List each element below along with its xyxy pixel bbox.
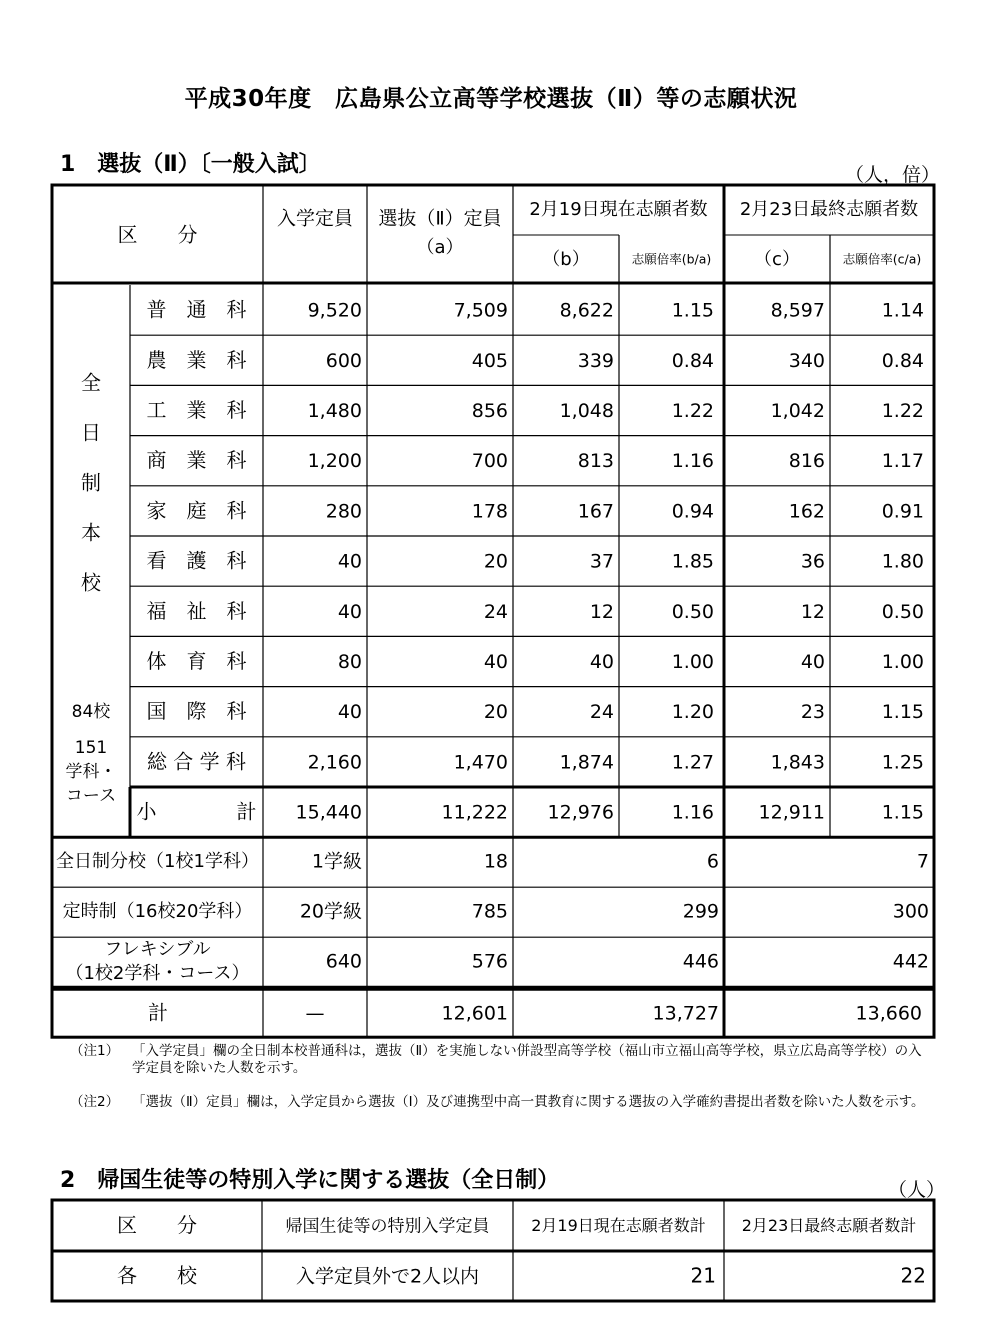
other-name: フレキシブル xyxy=(104,939,211,961)
s2-row-feb19: 21 xyxy=(690,1263,716,1288)
s2-header-cell: 2月19日現在志願者数計 xyxy=(531,1216,706,1235)
row-quota: 11,222 xyxy=(441,801,508,824)
row-feb19: 12 xyxy=(589,600,614,623)
row-quota: 7,509 xyxy=(453,299,508,322)
group-courses-line: 151 xyxy=(74,738,108,758)
row-feb23: 36 xyxy=(800,550,825,573)
group-label-char: 校 xyxy=(81,570,101,595)
row-feb23: 162 xyxy=(788,500,825,523)
section1-heading: 1 選抜（Ⅱ）〔一般入試〕 xyxy=(60,152,321,177)
other-quota: 18 xyxy=(483,850,508,873)
row-capacity: 15,440 xyxy=(295,801,362,824)
row-quota: 20 xyxy=(483,701,508,724)
row-name: 家 庭 科 xyxy=(146,498,247,523)
row-feb19: 339 xyxy=(577,349,614,372)
section2-unit: （人） xyxy=(888,1179,946,1201)
other-feb19: 446 xyxy=(682,950,719,973)
other-feb19: 299 xyxy=(682,900,719,923)
header-feb23: 2月23日最終志願者数 xyxy=(739,199,919,220)
row-feb19-ratio: 1.27 xyxy=(671,751,714,774)
row-feb23-ratio: 1.15 xyxy=(881,701,924,724)
row-quota: 856 xyxy=(471,400,508,422)
total-feb19: 13,727 xyxy=(652,1002,719,1025)
row-capacity: 40 xyxy=(337,600,362,623)
row-quota: 1,470 xyxy=(453,751,508,774)
row-capacity: 1,480 xyxy=(307,400,362,422)
row-name: 国 際 科 xyxy=(146,699,247,724)
other-name: 全日制分校（1校1学科） xyxy=(56,851,259,873)
row-quota: 178 xyxy=(471,500,508,523)
other-name-2: （1校2学科・コース） xyxy=(65,963,250,985)
row-name: 農 業 科 xyxy=(146,347,247,372)
total-quota: 12,601 xyxy=(441,1002,508,1025)
row-feb19-ratio: 1.22 xyxy=(671,400,714,422)
row-quota: 700 xyxy=(471,450,508,473)
row-name: 工 業 科 xyxy=(146,398,247,422)
row-feb23-ratio: 1.14 xyxy=(881,299,924,322)
row-feb19: 1,874 xyxy=(559,751,614,774)
row-feb23: 1,042 xyxy=(770,400,825,422)
group-label-char: 全 xyxy=(81,370,101,395)
row-feb19-ratio: 0.94 xyxy=(671,500,714,523)
row-feb23-ratio: 1.22 xyxy=(881,400,924,422)
group-courses-line: コース xyxy=(65,786,117,806)
row-feb23-ratio: 0.84 xyxy=(881,349,924,372)
s2-row-category: 各 校 xyxy=(117,1263,197,1288)
row-feb19: 40 xyxy=(589,651,614,673)
row-feb19: 24 xyxy=(589,701,614,724)
s2-row-quota: 入学定員外で2人以内 xyxy=(295,1265,480,1288)
row-feb19: 37 xyxy=(589,550,614,573)
row-feb23: 340 xyxy=(788,349,825,372)
row-feb23-ratio: 0.91 xyxy=(881,500,924,523)
header-capacity: 入学定員 xyxy=(276,207,354,230)
total-capacity: — xyxy=(305,1002,325,1025)
section1-unit: （人，倍） xyxy=(845,164,941,186)
header-quota: 選抜（Ⅱ）定員 xyxy=(378,207,502,230)
row-feb23-ratio: 1.15 xyxy=(881,801,924,824)
row-feb23-ratio: 1.25 xyxy=(881,751,924,774)
total-feb23: 13,660 xyxy=(855,1002,922,1025)
row-name: 総 合 学 科 xyxy=(146,749,247,774)
row-name: 商 業 科 xyxy=(146,448,247,473)
row-feb23: 23 xyxy=(800,701,825,724)
note-2-label: （注2） xyxy=(70,1094,120,1110)
s2-row-feb23: 22 xyxy=(900,1263,926,1288)
row-feb23-ratio: 1.00 xyxy=(881,651,924,673)
row-feb19: 8,622 xyxy=(559,299,614,322)
row-feb19-ratio: 1.00 xyxy=(671,651,714,673)
row-feb23-ratio: 1.80 xyxy=(881,550,924,573)
row-feb19-ratio: 0.84 xyxy=(671,349,714,372)
s2-header-cell: 帰国生徒等の特別入学定員 xyxy=(285,1216,490,1237)
s2-header-cell: 区 分 xyxy=(117,1213,197,1237)
total-name: 計 xyxy=(148,1000,168,1025)
other-capacity: 640 xyxy=(325,950,362,973)
row-capacity: 280 xyxy=(325,500,362,523)
row-feb23: 816 xyxy=(788,450,825,473)
group-label-char: 制 xyxy=(81,470,101,495)
other-feb23: 300 xyxy=(892,900,929,923)
row-feb23: 1,843 xyxy=(770,751,825,774)
row-name: 看 護 科 xyxy=(146,548,247,573)
row-feb23: 12 xyxy=(800,600,825,623)
row-feb19-ratio: 0.50 xyxy=(671,600,714,623)
row-feb19-ratio: 1.16 xyxy=(671,450,714,473)
row-quota: 24 xyxy=(483,600,508,623)
row-capacity: 80 xyxy=(337,651,362,673)
header-feb23-count: （c） xyxy=(754,249,800,270)
row-feb23-ratio: 0.50 xyxy=(881,600,924,623)
row-feb19: 167 xyxy=(577,500,614,523)
other-feb23: 442 xyxy=(892,950,929,973)
other-feb23: 7 xyxy=(916,850,929,873)
other-capacity: 20学級 xyxy=(299,900,362,923)
header-category: 区 分 xyxy=(117,222,198,247)
row-name: 普 通 科 xyxy=(146,297,247,322)
note-1 xyxy=(70,1043,940,1079)
row-capacity: 9,520 xyxy=(307,299,362,322)
row-quota: 405 xyxy=(471,349,508,372)
row-feb23: 8,597 xyxy=(770,299,825,322)
header-quota-sub: （a） xyxy=(416,237,464,258)
note-1-text: 「入学定員」欄の全日制本校普通科は，選抜（Ⅱ）を実施しない併設型高等学校（福山市立福山高等学校，県立広島高等学校）の入学定員を除いた人数を示す。 xyxy=(132,1043,922,1076)
header-feb19-count: （b） xyxy=(542,249,590,270)
row-feb19-ratio: 1.15 xyxy=(671,299,714,322)
row-feb23: 12,911 xyxy=(758,801,825,824)
group-label-char: 日 xyxy=(81,420,101,445)
other-quota: 785 xyxy=(471,900,508,923)
row-feb19: 12,976 xyxy=(547,801,614,824)
section2-heading: 2 帰国生徒等の特別入学に関する選抜（全日制） xyxy=(60,1168,560,1193)
other-feb19: 6 xyxy=(706,850,719,873)
row-name: 福 祉 科 xyxy=(146,598,247,623)
row-quota: 40 xyxy=(483,651,508,673)
row-name: 小 計 xyxy=(136,799,257,824)
row-capacity: 40 xyxy=(337,550,362,573)
row-quota: 20 xyxy=(483,550,508,573)
row-name: 体 育 科 xyxy=(146,649,247,673)
row-feb19: 813 xyxy=(577,450,614,473)
row-capacity: 600 xyxy=(325,349,362,372)
header-feb23-ratio: 志願倍率(c/a) xyxy=(842,251,922,267)
row-feb19: 1,048 xyxy=(559,400,614,422)
other-capacity: 1学級 xyxy=(311,850,362,873)
group-schools: 84校 xyxy=(71,702,111,722)
note-1-label: （注1） xyxy=(70,1043,120,1059)
row-feb23-ratio: 1.17 xyxy=(881,450,924,473)
group-courses-line: 学科・ xyxy=(65,762,117,782)
note-2 xyxy=(70,1094,940,1130)
header-feb19-ratio: 志願倍率(b/a) xyxy=(631,251,712,267)
row-capacity: 40 xyxy=(337,701,362,724)
row-feb19-ratio: 1.20 xyxy=(671,701,714,724)
s2-header-cell: 2月23日最終志願者数計 xyxy=(741,1216,917,1235)
group-label-char: 本 xyxy=(81,520,101,545)
other-name: 定時制（16校20学科） xyxy=(62,901,253,923)
row-capacity: 2,160 xyxy=(307,751,362,774)
row-feb19-ratio: 1.16 xyxy=(671,801,714,824)
row-feb19-ratio: 1.85 xyxy=(671,550,714,573)
other-quota: 576 xyxy=(471,950,508,973)
row-capacity: 1,200 xyxy=(307,450,362,473)
note-2-text: 「選抜（Ⅱ）定員」欄は，入学定員から選抜（Ⅰ）及び連携型中高一貫教育に関する選抜の入学確約書提出者数を除いた人数を示す。 xyxy=(132,1094,925,1110)
row-feb23: 40 xyxy=(800,651,825,673)
page-title: 平成30年度 広島県公立高等学校選抜（Ⅱ）等の志願状況 xyxy=(184,86,798,112)
header-feb19: 2月19日現在志願者数 xyxy=(529,199,708,220)
